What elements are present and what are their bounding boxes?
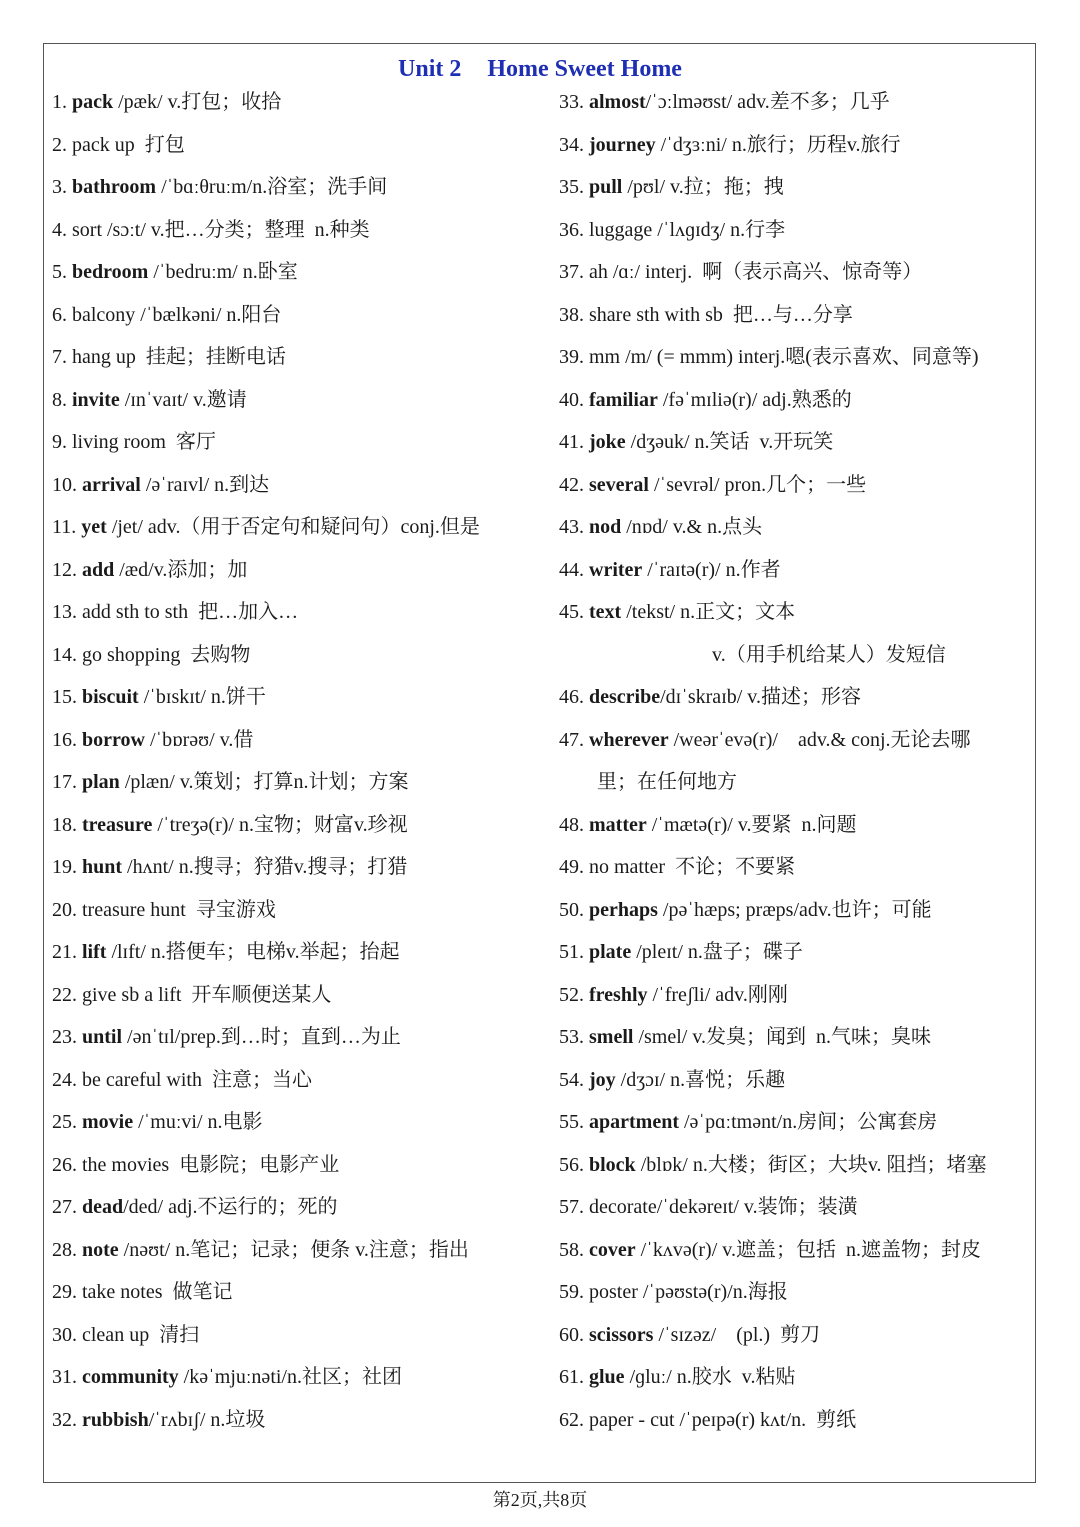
- page-title: [0, 56, 1080, 83]
- vocab-entry: [559, 719, 1034, 762]
- entry-number: 52.: [559, 983, 584, 1006]
- entry-number: 42.: [559, 473, 584, 496]
- entry-definition: /æd/v.添加；加: [114, 558, 248, 581]
- entry-number: 18.: [52, 813, 77, 836]
- entry-number: 35.: [559, 176, 584, 198]
- entry-number: 48.: [559, 813, 584, 836]
- entry-word: rubbish: [82, 1408, 149, 1431]
- entry-number: 13.: [52, 601, 77, 623]
- entry-definition: /ˈmætə(r)/ v.要紧 n.问题: [646, 813, 857, 836]
- vocab-entry: [52, 464, 537, 507]
- vocab-entry: [52, 1101, 537, 1144]
- entry-number: 29.: [52, 1281, 77, 1303]
- entry-definition: no matter 不论；不要紧: [589, 856, 796, 878]
- entry-number: 22.: [52, 983, 77, 1006]
- vocab-entry: [52, 719, 537, 762]
- entry-number: 44.: [559, 558, 584, 581]
- entry-word: perhaps: [589, 898, 658, 921]
- vocab-entry: [52, 1229, 537, 1272]
- entry-number: 26.: [52, 1153, 77, 1176]
- entry-definition: pack up 打包: [72, 133, 185, 156]
- entry-number: 19.: [52, 856, 77, 878]
- entry-word: joke: [589, 431, 626, 453]
- entry-number: 61.: [559, 1366, 584, 1388]
- entry-definition: /nɒd/ v.& n.点头: [621, 516, 763, 538]
- entry-number: 54.: [559, 1068, 584, 1091]
- entry-word: bedroom: [72, 261, 149, 283]
- entry-definition: /dʒɔɪ/ n.喜悦；乐趣: [615, 1068, 786, 1091]
- entry-number: 41.: [559, 431, 584, 453]
- vocab-entry: [52, 1186, 537, 1229]
- entry-definition: /ˈraɪtə(r)/ n.作者: [642, 558, 781, 581]
- vocab-entry: [52, 931, 537, 974]
- entry-definition: /blɒk/ n.大楼；街区；大块v. 阻挡；堵塞: [635, 1153, 987, 1176]
- entry-number: 9.: [52, 431, 67, 453]
- vocab-entry: [559, 846, 1034, 889]
- entry-definition: /ˈtreʒə(r)/ n.宝物；财富v.珍视: [152, 813, 408, 836]
- entry-word: bathroom: [72, 176, 157, 198]
- vocab-entry: [52, 166, 537, 209]
- entry-definition: be careful with 注意；当心: [82, 1068, 312, 1091]
- entry-number: 27.: [52, 1196, 77, 1218]
- entry-definition: /pæk/ v.打包；收拾: [113, 91, 282, 113]
- entry-number: 39.: [559, 346, 584, 368]
- vocab-entry: [559, 81, 1034, 124]
- entry-number: 53.: [559, 1026, 584, 1048]
- entry-number: 10.: [52, 473, 77, 496]
- entry-word: dead: [82, 1196, 124, 1218]
- entry-definition: /ɪnˈvaɪt/ v.邀请: [119, 388, 247, 411]
- vocab-entry: [52, 81, 537, 124]
- vocab-entry: [52, 1144, 537, 1187]
- vocab-entry: [559, 1186, 1034, 1229]
- entry-definition: /hʌnt/ n.搜寻；狩猎v.搜寻；打猎: [122, 856, 408, 878]
- vocab-entry: [52, 379, 537, 422]
- entry-number: 8.: [52, 388, 67, 411]
- vocab-entry: [52, 124, 537, 167]
- vocab-entry: [52, 549, 537, 592]
- entry-definition: /plæn/ v.策划；打算n.计划；方案: [119, 771, 409, 793]
- entry-word: almost: [589, 91, 646, 113]
- entry-word: text: [589, 601, 622, 623]
- entry-definition: /ˈsevrəl/ pron.几个；一些: [648, 473, 867, 496]
- entry-word: glue: [589, 1366, 625, 1388]
- entry-definition: give sb a lift 开车顺便送某人: [82, 983, 332, 1006]
- entry-word: familiar: [589, 388, 658, 411]
- entry-number: 33.: [559, 91, 584, 113]
- entry-word: invite: [72, 388, 120, 411]
- entry-number: 3.: [52, 176, 67, 198]
- entry-definition: /ɡluː/ n.胶水 v.粘贴: [624, 1366, 796, 1388]
- entry-number: 21.: [52, 941, 77, 963]
- entry-word: arrival: [82, 473, 141, 496]
- entry-definition: decorate/ˈdekəreɪt/ v.装饰；装潢: [589, 1196, 858, 1218]
- entry-word: note: [82, 1238, 119, 1261]
- entry-definition: /tekst/ n.正文；文本: [621, 601, 796, 623]
- entry-definition: /ˈbedruːm/ n.卧室: [148, 261, 298, 283]
- entry-definition: /nəʊt/ n.笔记；记录；便条 v.注意；指出: [118, 1238, 469, 1261]
- vocab-entry: [52, 1271, 537, 1314]
- entry-definition: /pʊl/ v.拉；拖；拽: [622, 176, 784, 198]
- entry-definition: /jet/ adv.（用于否定句和疑问句）conj.但是: [106, 516, 480, 538]
- entry-definition: mm /m/ (= mmm) interj.嗯(表示喜欢、同意等): [589, 346, 979, 368]
- vocab-entry: [52, 804, 537, 847]
- entry-word: smell: [589, 1026, 634, 1048]
- entry-definition: /pleɪt/ n.盘子；碟子: [631, 941, 803, 963]
- vocab-entry: [52, 1059, 537, 1102]
- entry-definition: take notes 做笔记: [82, 1281, 233, 1303]
- entry-definition: clean up 清扫: [82, 1323, 200, 1346]
- vocab-entry: [52, 974, 537, 1017]
- entry-definition: /ˈfreʃli/ adv.刚刚: [647, 983, 788, 1006]
- vocab-entry: [559, 1229, 1034, 1272]
- vocab-entry: [52, 1356, 537, 1399]
- entry-definition: /ˈbɪskɪt/ n.饼干: [138, 686, 266, 708]
- vocab-entry: [52, 1016, 537, 1059]
- entry-word: scissors: [589, 1323, 654, 1346]
- entry-word: add: [82, 558, 115, 581]
- entry-number: 17.: [52, 771, 77, 793]
- vocab-entry: [559, 1144, 1034, 1187]
- unit-label: Unit 2: [398, 56, 462, 82]
- entry-number: 58.: [559, 1238, 584, 1261]
- entry-number: 1.: [52, 91, 67, 113]
- entry-definition: /pəˈhæps; præps/adv.也许；可能: [657, 898, 932, 921]
- entry-definition: treasure hunt 寻宝游戏: [82, 898, 276, 921]
- entry-definition: /ˈkʌvə(r)/ v.遮盖；包括 n.遮盖物；封皮: [635, 1238, 981, 1261]
- entry-number: 6.: [52, 303, 67, 326]
- entry-number: 24.: [52, 1068, 77, 1091]
- entry-number: 14.: [52, 643, 77, 666]
- vocab-entry: [559, 1101, 1034, 1144]
- vocab-entry: [559, 124, 1034, 167]
- entry-number: 45.: [559, 601, 584, 623]
- entry-number: 43.: [559, 516, 584, 538]
- entry-word: block: [589, 1153, 636, 1176]
- entry-word: wherever: [589, 728, 669, 751]
- vocab-entry: [52, 1314, 537, 1357]
- entry-number: 16.: [52, 728, 77, 751]
- entry-number: 4.: [52, 218, 67, 241]
- vocab-entry: [559, 379, 1034, 422]
- vocab-entry: [559, 1314, 1034, 1357]
- entry-definition: poster /ˈpəʊstə(r)/n.海报: [589, 1281, 788, 1303]
- entry-number: 37.: [559, 261, 584, 283]
- entry-word: biscuit: [82, 686, 139, 708]
- unit-name: Home Sweet Home: [487, 56, 682, 82]
- vocab-entry: [559, 549, 1034, 592]
- entry-number: 11.: [52, 516, 77, 538]
- entry-word: movie: [82, 1111, 134, 1133]
- entry-number: 34.: [559, 133, 584, 156]
- entry-number: 56.: [559, 1153, 584, 1176]
- vocab-entry: [52, 506, 537, 549]
- vocab-entry: [559, 761, 1034, 804]
- entry-definition: hang up 挂起；挂断电话: [72, 346, 286, 368]
- entry-definition: the movies 电影院；电影产业: [82, 1153, 340, 1176]
- entry-number: 15.: [52, 686, 77, 708]
- entry-word: apartment: [589, 1111, 679, 1133]
- entry-definition: /ˈbɑːθruːm/n.浴室；洗手间: [156, 176, 388, 198]
- entry-word: several: [589, 473, 649, 496]
- entry-definition: /ˈmuːvi/ n.电影: [133, 1111, 263, 1133]
- entry-definition: /dɪˈskraɪb/ v.描述；形容: [660, 686, 862, 708]
- entry-definition: /kəˈmjuːnəti/n.社区；社团: [178, 1366, 402, 1388]
- vocab-entry: [559, 1356, 1034, 1399]
- entry-word: matter: [589, 813, 647, 836]
- entry-word: cover: [589, 1238, 636, 1261]
- entry-word: until: [82, 1026, 123, 1048]
- vocab-entry: [52, 846, 537, 889]
- entry-word: freshly: [589, 983, 648, 1006]
- entry-definition: /weərˈevə(r)/ adv.& conj.无论去哪: [668, 728, 971, 751]
- entry-word: yet: [81, 516, 107, 538]
- entry-definition: ah /ɑː/ interj. 啊（表示高兴、惊奇等）: [589, 261, 923, 283]
- entry-word: plate: [589, 941, 632, 963]
- entry-number: 51.: [559, 941, 584, 963]
- vocab-entry: [559, 464, 1034, 507]
- entry-definition: luggage /ˈlʌɡɪdʒ/ n.行李: [589, 218, 786, 241]
- entry-definition: /əˈpɑːtmənt/n.房间；公寓套房: [678, 1111, 938, 1133]
- vocab-entry: [559, 506, 1034, 549]
- entry-definition: /əˈraɪvl/ n.到达: [140, 473, 270, 496]
- entry-number: 2.: [52, 133, 67, 156]
- entry-number: 60.: [559, 1323, 584, 1346]
- vocab-entry: [52, 294, 537, 337]
- entry-number: 62.: [559, 1408, 584, 1431]
- vocab-entry: [52, 634, 537, 677]
- vocab-entry: [559, 336, 1034, 379]
- entry-definition: /dʒəuk/ n.笑话 v.开玩笑: [625, 431, 834, 453]
- entry-definition: balcony /ˈbælkəni/ n.阳台: [72, 303, 282, 326]
- entry-definition: /ded/ adj.不运行的；死的: [123, 1196, 338, 1218]
- entry-word: borrow: [82, 728, 145, 751]
- entry-word: writer: [589, 558, 643, 581]
- vocab-entry: [559, 294, 1034, 337]
- entry-number: 23.: [52, 1026, 77, 1048]
- entry-definition: /lɪft/ n.搭便车；电梯v.举起；抬起: [106, 941, 400, 963]
- page-footer: 第2页,共8页: [492, 1490, 588, 1510]
- entry-number: 38.: [559, 303, 584, 326]
- vocab-entry: [52, 761, 537, 804]
- entry-definition: /ˈbɒrəʊ/ v.借: [144, 728, 254, 751]
- entry-number: 36.: [559, 218, 584, 241]
- entry-number: 49.: [559, 856, 584, 878]
- vocab-entry: [52, 336, 537, 379]
- entry-definition: /ˈrʌbɪʃ/ n.垃圾: [148, 1408, 266, 1431]
- vocab-entry: [559, 974, 1034, 1017]
- entry-definition: add sth to sth 把…加入…: [82, 601, 299, 623]
- entry-word: joy: [589, 1068, 616, 1091]
- vocab-entry: [559, 421, 1034, 464]
- entry-definition: /ənˈtɪl/prep.到…时；直到…为止: [122, 1026, 401, 1048]
- vocab-entry: [559, 1059, 1034, 1102]
- vocab-entry: [559, 591, 1034, 634]
- vocab-entry: [559, 251, 1034, 294]
- vocab-entry: [559, 166, 1034, 209]
- vocab-column-left: [52, 81, 537, 1441]
- entry-word: treasure: [82, 813, 153, 836]
- vocab-entry: [52, 209, 537, 252]
- entry-word: describe: [589, 686, 661, 708]
- vocab-entry: [559, 804, 1034, 847]
- entry-definition: sort /sɔːt/ v.把…分类；整理 n.种类: [72, 218, 370, 241]
- entry-word: hunt: [82, 856, 123, 878]
- entry-definition: /ˈɔːlməʊst/ adv.差不多；几乎: [645, 91, 890, 113]
- entry-number: 55.: [559, 1111, 584, 1133]
- vocab-entry: [52, 676, 537, 719]
- vocab-entry: [52, 889, 537, 932]
- entry-number: 50.: [559, 898, 584, 921]
- entry-word: pack: [72, 91, 114, 113]
- entry-number: 7.: [52, 346, 67, 368]
- vocab-entry: [559, 209, 1034, 252]
- vocab-entry: [559, 1399, 1034, 1442]
- vocab-entry: [52, 251, 537, 294]
- entry-definition: share sth with sb 把…与…分享: [589, 303, 853, 326]
- entry-number: 59.: [559, 1281, 584, 1303]
- entry-definition: 里；在任何地方: [597, 771, 737, 793]
- entry-number: 25.: [52, 1111, 77, 1133]
- entry-definition: /smel/ v.发臭；闻到 n.气味；臭味: [633, 1026, 932, 1048]
- entry-word: plan: [82, 771, 120, 793]
- entry-word: nod: [589, 516, 622, 538]
- entry-number: 28.: [52, 1238, 77, 1261]
- entry-definition: /ˈdʒɜːni/ n.旅行；历程v.旅行: [655, 133, 901, 156]
- entry-definition: paper - cut /ˈpeɪpə(r) kʌt/n. 剪纸: [589, 1408, 857, 1431]
- vocab-entry: [559, 889, 1034, 932]
- vocab-entry: [52, 591, 537, 634]
- entry-number: 12.: [52, 558, 77, 581]
- vocab-entry: [559, 1271, 1034, 1314]
- vocab-entry: [559, 676, 1034, 719]
- entry-number: 32.: [52, 1408, 77, 1431]
- entry-number: 30.: [52, 1323, 77, 1346]
- vocab-entry: [52, 1399, 537, 1442]
- entry-definition: v.（用手机给某人）发短信: [712, 643, 946, 666]
- entry-number: 40.: [559, 388, 584, 411]
- entry-number: 46.: [559, 686, 584, 708]
- entry-definition: /ˈsɪzəz/ (pl.) 剪刀: [653, 1323, 821, 1346]
- vocab-entry: [559, 931, 1034, 974]
- entry-number: 57.: [559, 1196, 584, 1218]
- entry-word: community: [82, 1366, 179, 1388]
- vocab-column-right: [559, 81, 1034, 1441]
- entry-definition: living room 客厅: [72, 431, 216, 453]
- vocab-entry: [52, 421, 537, 464]
- vocab-entry: [559, 634, 1034, 677]
- entry-word: pull: [589, 176, 623, 198]
- entry-number: 20.: [52, 898, 77, 921]
- entry-number: 47.: [559, 728, 584, 751]
- entry-word: journey: [589, 133, 656, 156]
- entry-definition: go shopping 去购物: [82, 643, 251, 666]
- entry-number: 31.: [52, 1366, 77, 1388]
- vocab-entry: [559, 1016, 1034, 1059]
- entry-definition: /fəˈmɪliə(r)/ adj.熟悉的: [657, 388, 852, 411]
- entry-number: 5.: [52, 261, 67, 283]
- entry-word: lift: [82, 941, 107, 963]
